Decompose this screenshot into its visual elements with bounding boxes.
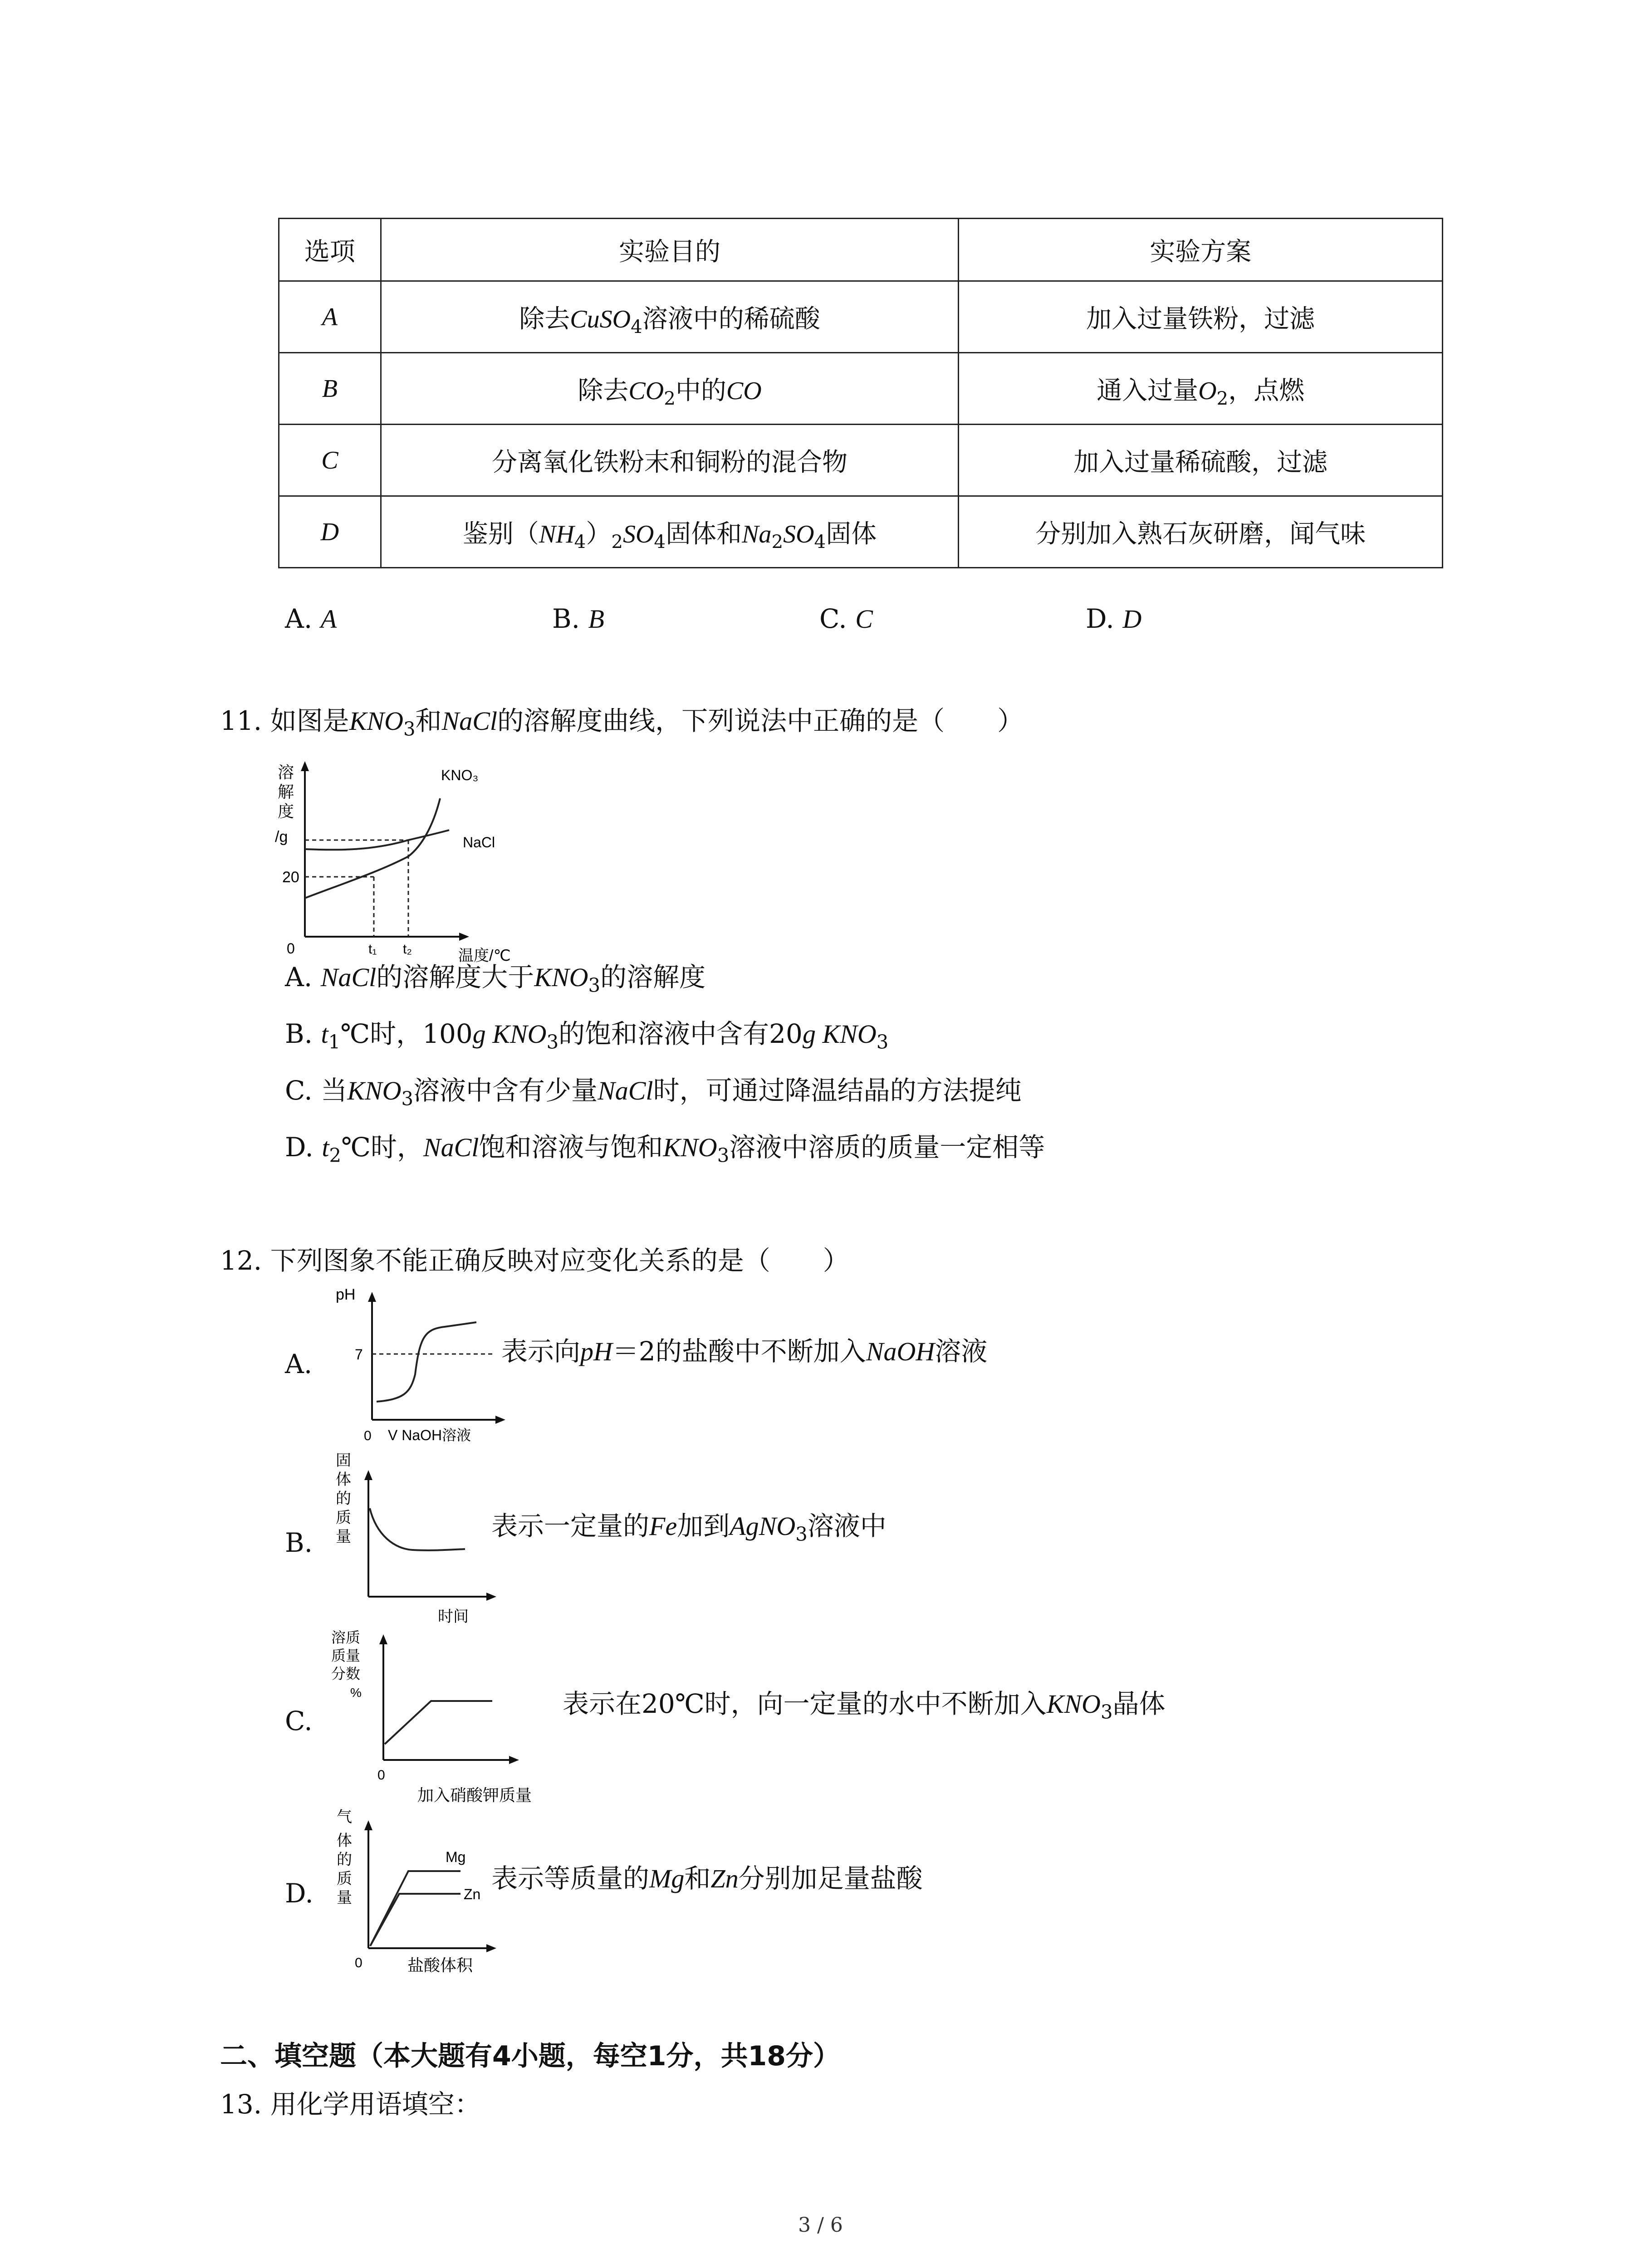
x-axis-label: 温度/℃ <box>458 947 511 964</box>
solubility-curve-figure <box>272 758 526 971</box>
origin-label: 0 <box>364 1428 372 1442</box>
ylabel-char: 固 <box>336 1452 351 1469</box>
q12-option-b-prefix[interactable]: B. <box>285 1527 313 1558</box>
x-axis-label: 时间 <box>438 1608 469 1625</box>
ylabel-char: 量 <box>337 1889 352 1906</box>
row-option: B <box>279 353 381 425</box>
ylabel-char: 量 <box>336 1528 351 1545</box>
row-purpose: 分离氧化铁粉末和铜粉的混合物 <box>381 425 959 496</box>
q11-option-b[interactable]: B. $t_1℃$时，100g $KNO_3$的饱和溶液中含有20g $KNO_3$ <box>285 1018 889 1053</box>
section-title: 二、填空题（本大题有4小题，每空1分，共18分） <box>220 2040 840 2072</box>
x-tick-t2: t₂ <box>403 942 412 957</box>
ylabel-char: 质 <box>337 1870 352 1887</box>
y-axis-arrow <box>368 1292 376 1302</box>
header-plan: 实验方案 <box>959 219 1443 281</box>
ylabel-char: 质 <box>336 1509 351 1526</box>
choice-c[interactable]: C. C <box>819 603 873 634</box>
solid-mass-figure <box>327 1449 508 1631</box>
origin-label: 0 <box>355 1955 362 1970</box>
q12-option-c-prefix[interactable]: C. <box>285 1706 313 1736</box>
table-row <box>279 281 1443 353</box>
q12-option-d-text[interactable]: 表示等质量的Mg和Zn分别加足量盐酸 <box>491 1863 923 1894</box>
mass-fraction-curve <box>385 1701 492 1744</box>
x-axis-label: V NaOH溶液 <box>388 1427 471 1442</box>
header-option: 选项 <box>279 219 381 281</box>
choice-d[interactable]: D. D <box>1086 603 1142 634</box>
q11-option-c[interactable]: C. 当$KNO_3$溶液中含有少量NaCl时，可通过降温结晶的方法提纯 <box>285 1075 1022 1110</box>
table-row <box>279 496 1443 568</box>
y-axis-arrow <box>301 761 309 771</box>
row-option: A <box>279 281 381 353</box>
choice-b[interactable]: B. B <box>552 603 604 634</box>
ylabel-char: /g <box>275 828 288 846</box>
solid-mass-curve <box>370 1508 465 1550</box>
q13-stem: 13. 用化学用语填空： <box>220 2089 481 2120</box>
ylabel-line: 分数 <box>331 1666 361 1682</box>
ylabel-line: 质量 <box>331 1647 361 1664</box>
table-row <box>279 425 1443 496</box>
nacl-label: NaCl <box>463 834 495 850</box>
x-axis-arrow <box>509 1756 519 1764</box>
q12-option-b-text[interactable]: 表示一定量的Fe加到AgNO$_3$溶液中 <box>491 1510 887 1545</box>
x-axis-arrow <box>486 1944 496 1952</box>
row-plan: 加入过量铁粉，过滤 <box>959 281 1443 353</box>
y-tick-20: 20 <box>282 869 299 886</box>
origin-label: 0 <box>287 940 295 957</box>
x-axis-arrow <box>486 1593 496 1601</box>
x-axis-arrow <box>495 1416 505 1424</box>
x-tick-t1: t₁ <box>368 942 377 957</box>
y-axis-arrow <box>379 1634 387 1644</box>
q11-stem: 11. 如图是$KNO_3$和NaCl的溶解度曲线，下列说法中正确的是（ ） <box>220 705 1024 740</box>
mass-fraction-figure <box>327 1626 572 1808</box>
zn-curve <box>370 1894 460 1946</box>
mg-label: Mg <box>446 1849 466 1865</box>
row-plan: 通入过量$O_2$，点燃 <box>959 353 1443 425</box>
q12-option-a-prefix[interactable]: A. <box>285 1349 313 1379</box>
header-purpose: 实验目的 <box>381 219 959 281</box>
q11-option-d[interactable]: D. $t_2℃$时，NaCl饱和溶液与饱和$KNO_3$溶液中溶质的质量一定相等 <box>285 1132 1045 1167</box>
ylabel-char: 解 <box>278 782 294 801</box>
x-axis-label: 盐酸体积 <box>407 1956 473 1975</box>
table-header-row <box>279 219 1443 281</box>
ph-curve <box>377 1322 476 1402</box>
x-axis-arrow <box>459 933 469 941</box>
choice-a[interactable]: A. A <box>285 603 337 634</box>
y-axis-arrow <box>364 1470 372 1480</box>
ylabel-char: 度 <box>278 802 294 821</box>
ylabel-char: 气 <box>337 1809 352 1826</box>
ylabel-char: 的 <box>336 1490 351 1507</box>
gas-mass-figure <box>327 1808 517 1984</box>
ph-curve-figure <box>327 1284 508 1442</box>
zn-label: Zn <box>464 1886 481 1902</box>
q11-option-a[interactable]: A. NaCl的溶解度大于$KNO_3$的溶解度 <box>285 962 706 997</box>
row-option: C <box>279 425 381 496</box>
row-plan: 分别加入熟石灰研磨，闻气味 <box>959 496 1443 568</box>
y-tick-7: 7 <box>355 1346 363 1363</box>
q12-stem: 12. 下列图象不能正确反映对应变化关系的是（ ） <box>220 1245 849 1276</box>
ylabel-line: 溶质 <box>331 1629 361 1646</box>
ylabel-char: 溶 <box>278 763 294 782</box>
origin-label: 0 <box>377 1768 385 1783</box>
page-number: 3 / 6 <box>798 2214 843 2237</box>
ylabel-char: 体 <box>337 1832 352 1849</box>
y-axis-arrow <box>364 1820 372 1830</box>
options-table <box>278 218 1443 568</box>
ylabel-char: 的 <box>337 1851 352 1868</box>
q12-option-c-text[interactable]: 表示在20℃时，向一定量的水中不断加入$KNO_3$晶体 <box>563 1688 1166 1723</box>
ylabel-char: 体 <box>336 1471 351 1488</box>
row-plan: 加入过量稀硫酸，过滤 <box>959 425 1443 496</box>
ylabel-ph: pH <box>336 1286 356 1303</box>
row-purpose: 除去CuSO$_4$溶液中的稀硫酸 <box>381 281 959 353</box>
row-option: D <box>279 496 381 568</box>
ylabel-line: % <box>350 1686 362 1700</box>
row-purpose: 除去$CO_2$中的CO <box>381 353 959 425</box>
q12-option-d-prefix[interactable]: D. <box>285 1878 314 1909</box>
x-axis-label: 加入硝酸钾质量 <box>417 1786 532 1804</box>
table-row <box>279 353 1443 425</box>
mg-curve <box>370 1871 460 1946</box>
q12-option-a-text[interactable]: 表示向pH＝2的盐酸中不断加入NaOH溶液 <box>501 1336 988 1367</box>
row-purpose: 鉴别$(NH_4)_2SO_4$固体和$Na_2SO_4$固体 <box>381 496 959 568</box>
kno3-label: KNO₃ <box>441 767 479 783</box>
